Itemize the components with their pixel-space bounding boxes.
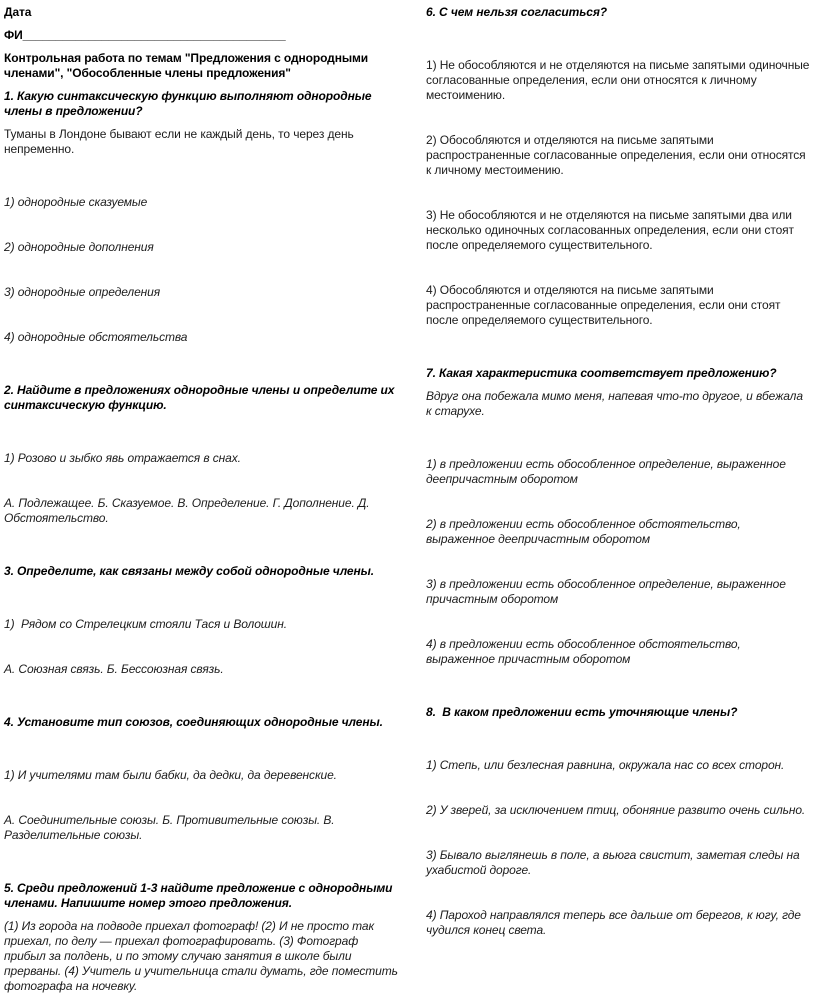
q2-heading: 2. Найдите в предложениях однородные члены и определите их синтаксическую функцию. <box>4 383 398 412</box>
q4-sentence: 1) И учителями там были бабки, да дедки, да деревенские. <box>4 768 337 782</box>
q2-answer-options: А. Подлежащее. Б. Сказуемое. В. Определение. Г. Дополнение. Д. Обстоятельство. <box>4 496 373 525</box>
q5-passage: (1) Из города на подводе приехал фотограф! (2) И не просто так приехал, по делу — приехал фотографировать. (3) Фотограф прибыл за полдень, и по этому случаю занятия в школе были прерваны. (4) Учитель и учительница стали думать, где поместить фотографа на ночевку. <box>4 919 402 993</box>
q3-answer-options: А. Союзная связь. Б. Бессоюзная связь. <box>4 662 224 676</box>
document-title: Контрольная работа по темам "Предложения с однородными членами", "Обособленные члены предложения" <box>4 51 372 80</box>
q8-option: 4) Пароход направлялся теперь все дальше от берегов, к югу, где чудился конец света. <box>426 908 805 937</box>
q4-task <box>4 738 402 873</box>
q7-option: 3) в предложении есть обособленное определение, выраженное причастным оборотом <box>426 577 790 606</box>
q1-option: 4) однородные обстоятельства <box>4 330 188 344</box>
q7-sentence: Вдруг она побежала мимо меня, напевая что-то другое, и вбежала к старухе. <box>426 389 807 418</box>
q2-task <box>4 421 402 556</box>
q3-sentence: 1) Рядом со Стрелецким стояли Тася и Волошин. <box>4 617 287 631</box>
q6-option: 1) Не обособляются и не отделяются на письме запятыми одиночные согласованные определения, если они относятся к личному местоимению. <box>426 58 813 102</box>
q6-heading: 6. С чем нельзя согласиться? <box>426 5 608 19</box>
q7-options <box>426 427 811 697</box>
q2-sentence: 1) Розово и зыбко явь отражается в снах. <box>4 451 241 465</box>
q1-sentence: Туманы в Лондоне бывают если не каждый день, то через день непременно. <box>4 127 357 156</box>
q4-heading: 4. Установите тип союзов, соединяющих однородные члены. <box>4 715 383 729</box>
name-blank-line: ________________________________________ <box>22 28 286 42</box>
q8-option: 3) Бывало выглянешь в поле, а вьюга свистит, заметая следы на ухабистой дороге. <box>426 848 803 877</box>
q7-option: 4) в предложении есть обособленное обстоятельство, выраженное причастным оборотом <box>426 637 744 666</box>
q1-option: 1) однородные сказуемые <box>4 195 148 209</box>
q1-option: 2) однородные дополнения <box>4 240 154 254</box>
date-label: Дата <box>4 5 32 19</box>
q6-option: 4) Обособляются и отделяются на письме запятыми распространенные согласованные определения, если они стоят после определяемого существительного. <box>426 283 784 327</box>
q1-heading: 1. Какую синтаксическую функцию выполняют однородные члены в предложении? <box>4 89 375 118</box>
q4-answer-options: А. Соединительные союзы. Б. Противительные союзы. В. Разделительные союзы. <box>4 813 338 842</box>
name-field-line <box>4 28 402 43</box>
right-column <box>426 5 811 1002</box>
q8-options <box>426 728 811 968</box>
q1-option: 3) однородные определения <box>4 285 161 299</box>
q6-option: 3) Не обособляются и не отделяются на письме запятыми два или несколько одиночных согласованных определения, если они стоят после определяемого существительного. <box>426 208 798 252</box>
q6-option: 2) Обособляются и отделяются на письме запятыми распространенные согласованные определения, если они относятся к личному местоимению. <box>426 133 809 177</box>
name-label: ФИ <box>4 28 23 42</box>
q8-heading: 8. В каком предложении есть уточняющие члены? <box>426 705 738 719</box>
q1-options <box>4 165 402 375</box>
q7-option: 1) в предложении есть обособленное определение, выраженное деепричастным оборотом <box>426 457 790 486</box>
q6-options <box>426 28 811 358</box>
q3-heading: 3. Определите, как связаны между собой однородные члены. <box>4 564 375 578</box>
q8-option: 1) Степь, или безлесная равнина, окружала нас со всех сторон. <box>426 758 785 772</box>
q5-heading: 5. Среди предложений 1-3 найдите предложение с однородными членами. Напишите номер этого предложения. <box>4 881 396 910</box>
q3-task <box>4 587 402 707</box>
left-column <box>4 5 402 1002</box>
q7-option: 2) в предложении есть обособленное обстоятельство, выраженное деепричастным оборотом <box>426 517 744 546</box>
q7-heading: 7. Какая характеристика соответствует предложению? <box>426 366 777 380</box>
q8-option: 2) У зверей, за исключением птиц, обоняние развито очень сильно. <box>426 803 806 817</box>
